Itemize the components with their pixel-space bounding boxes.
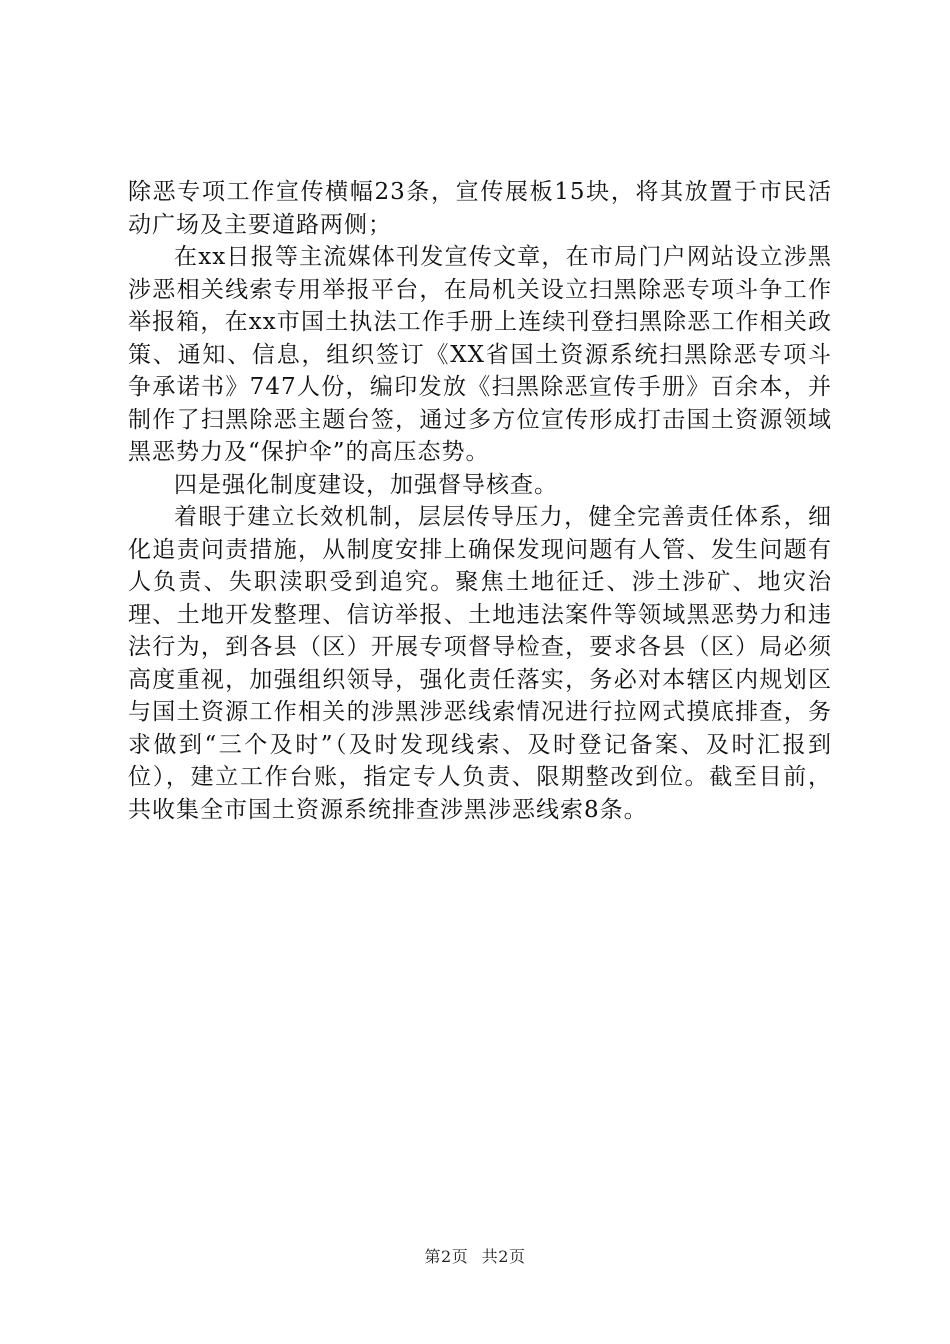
paragraph-2: 在xx日报等主流媒体刊发宣传文章，在市局门户网站设立涉黑涉恶相关线索专用举报平台，在局机关设立扫黑除恶专项斗争工作举报箱，在xx市国土执法工作手册上连续刊登扫黑除恶工作相关政策、通知、信息，组织签订《XX省国土资源系统扫黑除恶专项斗争承诺书》747人份，编印发放《扫黑除恶宣传手册》百余本，并制作了扫黑除恶主题台签，通过多方位宣传形成打击国土资源领域黑恶势力及“保护伞”的高压态势。 (128, 244, 832, 465)
page-number-total: 共2页 (481, 1247, 526, 1266)
paragraph-1: 除恶专项工作宣传横幅23条，宣传展板15块，将其放置于市民活动广场及主要道路两侧； (128, 179, 832, 238)
page-number-current: 第2页 (424, 1247, 469, 1266)
paragraph-4: 着眼于建立长效机制，层层传导压力，健全完善责任体系，细化追责问责措施，从制度安排上确保发现问题有人管、发生问题有人负责、失职渎职受到追究。聚焦土地征迁、涉土涉矿、地灾治理、土地开发整理、信访举报、土地违法案件等领域黑恶势力和违法行为，到各县（区）开展专项督导检查，要求各县（区）局必须高度重视，加强组织领导，强化责任落实，务必对本辖区内规划区与国土资源工作相关的涉黑涉恶线索情况进行拉网式摸底排查，务求做到“三个及时”（及时发现线索、及时登记备案、及时汇报到位），建立工作台账，指定专人负责、限期整改到位。截至目前，共收集全市国土资源系统排查涉黑涉恶线索8条。 (128, 504, 832, 823)
paragraph-3-heading: 四是强化制度建设，加强督导核查。 (174, 471, 558, 498)
document-body (128, 176, 832, 826)
page-footer (0, 1244, 950, 1267)
